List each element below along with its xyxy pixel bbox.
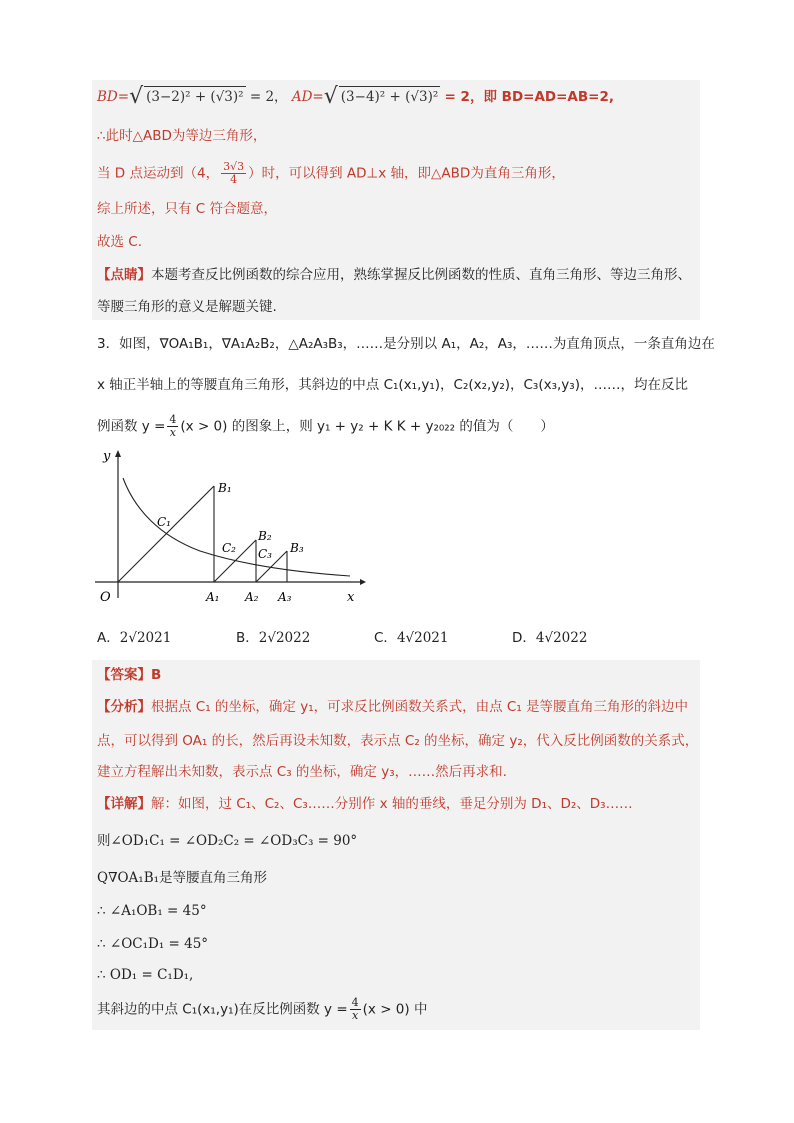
option-b-value: 2√2022 [258, 630, 311, 646]
label-x: x [347, 590, 355, 605]
answer-label: 【答案】 [97, 667, 151, 683]
option-d[interactable] [512, 629, 587, 647]
function-prefix: 例函数 y = [97, 418, 166, 435]
option-d-value: 4√2022 [535, 630, 588, 646]
option-a-value: 2√2021 [119, 630, 172, 646]
bd-result: = 2， [249, 89, 288, 105]
midpoint-suffix: (x > 0) 中 [362, 1001, 428, 1018]
label-b2: B₂ [258, 529, 272, 543]
xiangjie-line-1 [97, 794, 633, 814]
point-d-suffix: ）时，可以得到 AD⊥x 轴，即△ABD为直角三角形， [248, 165, 565, 182]
y-axis-arrow [115, 450, 121, 457]
point-d-prefix: 当 D 点运动到（4， [97, 165, 220, 182]
label-c2: C₂ [222, 541, 236, 555]
step-angle-oc1d1: ∴ ∠OC₁D₁ = 45° [97, 936, 209, 952]
label-a2: A₂ [245, 590, 259, 604]
function-suffix: (x > 0) 的图象上，则 y₁ + y₂ + K K + y₂₀₂₂ 的值为（ ） [180, 418, 554, 435]
option-b[interactable] [236, 629, 310, 647]
ad-expression: (3−4)² + (√3)² [339, 86, 440, 107]
dianjing-label: 【点睛】 [97, 267, 151, 283]
fenxi-line-3: 建立方程解出未知数，表示点 C₃ 的坐标，确定 y₃，……然后再求和. [97, 764, 507, 780]
option-c-value: 4√2021 [396, 630, 449, 646]
option-a-letter: A． [97, 630, 120, 646]
label-b1: B₁ [218, 481, 232, 495]
fenxi-line-1 [97, 697, 688, 717]
dianjing-text-1: 本题考查反比例函数的综合应用，熟练掌握反比例函数的性质、直角三角形、等边三角形、 [151, 267, 691, 283]
label-c1: C₁ [157, 515, 171, 529]
hypotenuse-ob1 [118, 486, 214, 582]
step-midpoint-line [97, 997, 427, 1022]
bd-ad-equation: BD=√ (3−2)² + (√3)² = 2， AD=√ (3−4)² + (√3)² = 2，即 BD=AD=AB=2, [97, 84, 614, 109]
label-a1: A₁ [206, 590, 220, 604]
xiangjie-label: 【详解】 [97, 796, 151, 812]
triangle-graph [90, 448, 370, 608]
label-b3: B₃ [290, 541, 304, 555]
step-isosceles: Q∇OA₁B₁是等腰直角三角形 [97, 870, 268, 886]
step-angle-a1ob1: ∴ ∠A₁OB₁ = 45° [97, 903, 207, 919]
ad-label: AD= [291, 89, 324, 105]
label-a3: A₃ [278, 590, 292, 604]
midpoint-prefix: 其斜边的中点 C₁(x₁,y₁)在反比例函数 y = [97, 1001, 348, 1018]
step-od1-eq-c1d1: ∴ OD₁ = C₁D₁, [97, 967, 194, 983]
fraction-4-over-x: $\frac{4}{x}$ [169, 413, 177, 439]
step-right-angles: 则∠OD₁C₁ = ∠OD₂C₂ = ∠OD₃C₃ = 90° [97, 833, 358, 849]
choose-c-line: 故选 C. [97, 234, 143, 250]
option-b-letter: B． [236, 630, 259, 646]
fenxi-text-1: 根据点 C₁ 的坐标，确定 y₁，可求反比例函数关系式，由点 C₁ 是等腰直角三角形的斜边中 [151, 699, 689, 715]
dianjing-line-2: 等腰三角形的意义是解题关键. [97, 299, 277, 315]
option-d-letter: D． [512, 630, 536, 646]
answer-value: B [151, 667, 162, 683]
option-c-letter: C． [374, 630, 397, 646]
right-triangle-line [97, 161, 565, 186]
answer-line [97, 665, 161, 685]
label-origin: O [100, 590, 111, 605]
bd-expression: (3−2)² + (√3)² [144, 86, 245, 107]
question-line-1: 3．如图，∇OA₁B₁，∇A₁A₂B₂，△A₂A₃B₃，……是分别以 A₁，A₂，A₃，……为直角顶点，一条直角边在 [97, 336, 715, 352]
bd-ad-conclusion: = 2，即 BD=AD=AB=2, [444, 89, 614, 105]
xiangjie-text-1: 解：如图，过 C₁、C₂、C₃……分别作 x 轴的垂线，垂足分别为 D₁、D₂、D₃…… [151, 796, 633, 812]
fraction-4-over-x-answer: $\frac{4}{x}$ [351, 996, 359, 1022]
fenxi-line-2: 点，可以得到 OA₁ 的长，然后再设未知数，表示点 C₂ 的坐标，确定 y₂，代入反比例函数的关系式， [97, 733, 699, 749]
option-c[interactable] [374, 629, 449, 647]
equilateral-line: ∴此时△ABD为等边三角形， [97, 128, 267, 144]
question-line-2: x 轴正半轴上的等腰直角三角形，其斜边的中点 C₁(x₁,y₁)，C₂(x₂,y₂)，C₃(x₃,y₃)，……，均在反比 [97, 377, 688, 393]
label-y: y [103, 449, 111, 464]
dianjing-line-1 [97, 265, 691, 285]
bd-label: BD= [97, 89, 130, 105]
fenxi-label: 【分析】 [97, 699, 151, 715]
summary-line: 综上所述，只有 C 符合题意， [97, 201, 278, 217]
question-line-3 [97, 414, 554, 439]
fraction-3root3-over-4: $\frac{3√3}{4}$ [223, 160, 245, 186]
option-a[interactable] [97, 629, 171, 647]
x-axis-arrow [360, 579, 366, 585]
label-c3: C₃ [258, 547, 272, 561]
